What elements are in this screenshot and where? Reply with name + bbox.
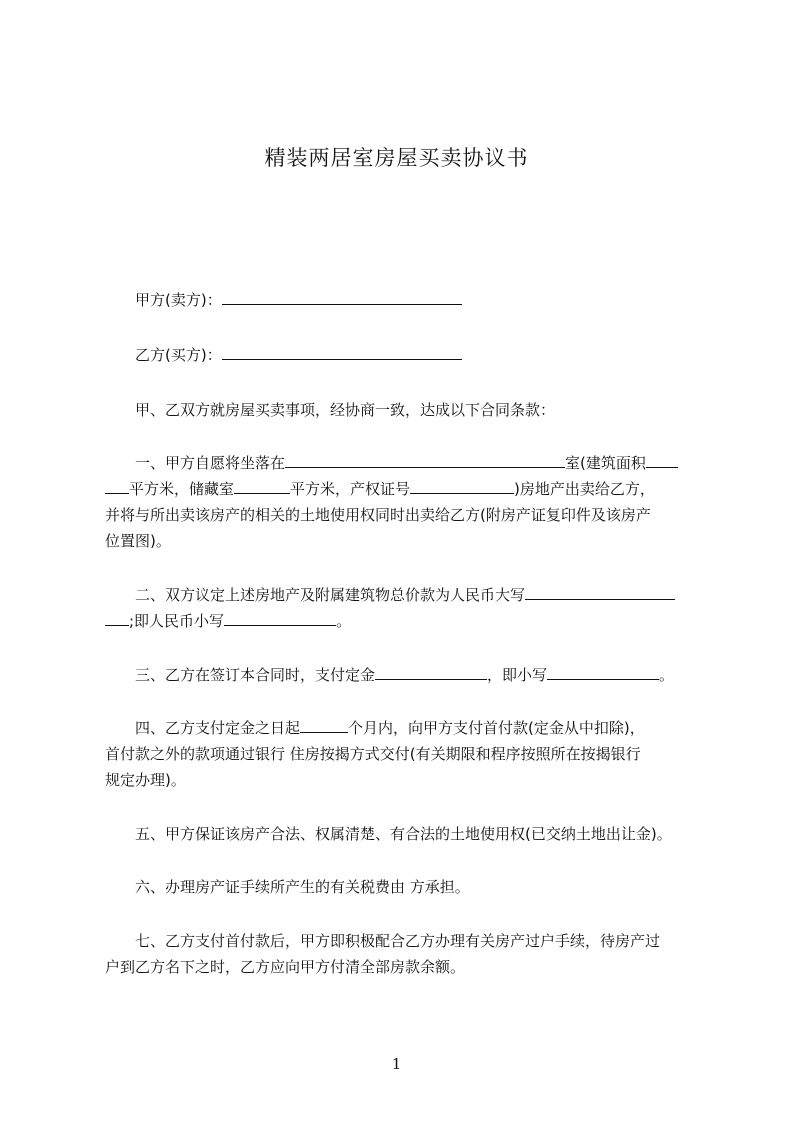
months-blank[interactable] <box>300 718 348 733</box>
clause3-text-b: ，即小写 <box>487 666 548 684</box>
party-a-blank[interactable] <box>222 290 462 305</box>
clause1-line1 <box>105 453 735 473</box>
party-b-line <box>105 345 735 365</box>
clause3-text-a: 三、乙方在签订本合同时，支付定金 <box>135 666 376 684</box>
clause1-line3: 并将与所出卖该房产的相关的土地使用权同时出卖给乙方(附房产证复印件及该房产 <box>105 506 651 524</box>
deposit-words-blank[interactable] <box>375 665 487 680</box>
clause7-line2: 户到乙方名下之时，乙方应向甲方付清全部房款余额。 <box>105 958 466 976</box>
clause6-line: 六、办理房产证手续所产生的有关税费由 方承担。 <box>135 878 470 896</box>
clause4-line2: 首付款之外的款项通过银行 住房按揭方式交付(有关期限和程序按照所在按揭银行 <box>105 745 641 763</box>
clause2-text-c: 。 <box>336 612 352 630</box>
area-blank-part2[interactable] <box>105 479 129 494</box>
clause1-text-c: 平方米，储藏室 <box>129 480 235 498</box>
clause3-text-c: 。 <box>659 666 675 684</box>
clause7-line1: 七、乙方支付首付款后，甲方即积极配合乙方办理有关房产过户手续，待房产过 <box>135 932 661 950</box>
clause4-line1 <box>105 718 735 738</box>
clause4-text-a: 四、乙方支付定金之日起 <box>135 719 301 737</box>
property-cert-blank[interactable] <box>410 479 514 494</box>
party-b-blank[interactable] <box>222 345 462 360</box>
party-a-label: 甲方(卖方)： <box>135 291 222 309</box>
page-number: 1 <box>391 1055 402 1073</box>
clause5-line: 五、甲方保证该房产合法、权属清楚、有合法的土地使用权(已交纳土地出让金)。 <box>135 825 672 843</box>
area-blank-part1[interactable] <box>646 453 678 468</box>
clause4-text-b: 个月内，向甲方支付首付款(定金从中扣除)， <box>348 719 645 737</box>
clause1-text-b: 室(建筑面积 <box>565 454 646 472</box>
price-number-blank[interactable] <box>224 611 336 626</box>
clause2-line1 <box>105 585 735 605</box>
clause1-line4: 位置图)。 <box>105 532 171 550</box>
clause1-text-d: 平方米，产权证号 <box>290 480 411 498</box>
party-b-label: 乙方(买方)： <box>135 346 222 364</box>
document-title: 精装两居室房屋买卖协议书 <box>264 146 529 170</box>
clause1-line2 <box>105 479 705 499</box>
clause2-text-a: 二、双方议定上述房地产及附属建筑物总价款为人民币大写 <box>135 586 526 604</box>
clause3-line <box>105 665 735 685</box>
clause1-text-e: )房地产出卖给乙方， <box>514 480 655 498</box>
deposit-number-blank[interactable] <box>547 665 659 680</box>
clause2-text-b: ;即人民币小写 <box>129 612 225 630</box>
clause1-text-a: 一、甲方自愿将坐落在 <box>135 454 286 472</box>
price-words-blank[interactable] <box>525 585 675 600</box>
clause2-line2 <box>105 611 705 631</box>
price-words-blank-cont[interactable] <box>105 611 129 626</box>
clause4-line3: 规定办理)。 <box>105 771 186 789</box>
party-a-line <box>105 290 735 310</box>
location-blank[interactable] <box>285 453 565 468</box>
storage-area-blank[interactable] <box>234 479 290 494</box>
intro-paragraph: 甲、乙双方就房屋买卖事项，经协商一致，达成以下合同条款： <box>135 401 556 419</box>
